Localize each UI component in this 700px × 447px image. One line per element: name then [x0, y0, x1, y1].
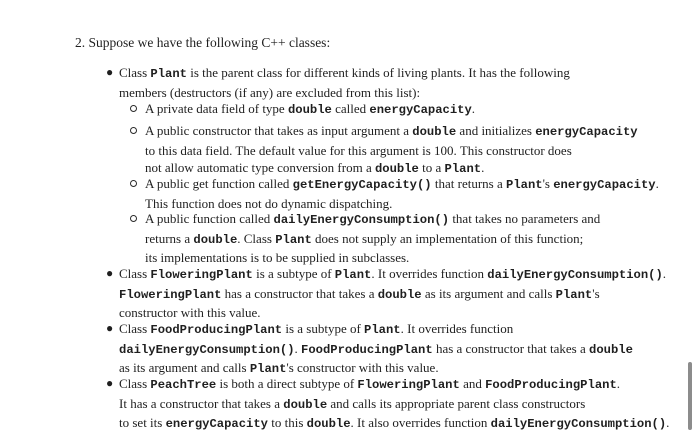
text-run: members (destructors (if any) are excluded from this list): — [119, 84, 421, 100]
text-line — [119, 84, 570, 102]
text-run: does not supply an implementation of this function; — [311, 230, 584, 246]
text-run: . — [471, 101, 476, 116]
text-line — [119, 340, 633, 360]
code-term: dailyEnergyConsumption() — [487, 268, 663, 282]
text-run: is a subtype of — [282, 321, 365, 336]
text-line — [119, 375, 669, 395]
code-term: energyCapacity — [553, 178, 656, 192]
code-term: Plant — [555, 287, 593, 302]
text-run: This function does not do dynamic dispatching. — [145, 195, 393, 211]
text-run: that returns a — [431, 176, 506, 191]
text-run: Class — [119, 376, 151, 391]
code-term: double — [374, 162, 419, 177]
text-run: . — [481, 160, 485, 176]
code-term: double — [377, 287, 422, 302]
code-term: FloweringPlant — [357, 378, 460, 392]
code-term: Plant — [334, 268, 372, 282]
sub-bullet-marker — [130, 215, 137, 222]
text-run: Class — [119, 321, 151, 336]
bullet-flowering-plant — [119, 265, 666, 322]
code-term: double — [306, 417, 351, 432]
text-run: to set its — [119, 415, 166, 431]
text-run: and calls its appropriate parent class constructors — [327, 395, 586, 411]
text-run: that takes no parameters and — [449, 211, 601, 226]
bullet-food-producing-plant — [119, 320, 633, 379]
text-run: A public constructor that takes as input argument a — [145, 123, 413, 138]
text-run: 's constructor with this value. — [286, 360, 439, 376]
text-line — [119, 395, 669, 415]
code-term: energyCapacity — [369, 103, 472, 117]
text-run: A public get function called — [145, 176, 293, 191]
code-term: Plant — [364, 323, 401, 337]
scrollbar-thumb[interactable] — [688, 362, 692, 430]
question-number: 2. — [75, 35, 86, 50]
code-term: energyCapacity — [165, 417, 268, 432]
bullet-marker: ● — [106, 321, 114, 335]
code-term: Plant — [249, 362, 287, 377]
text-run: A private data field of type — [145, 101, 288, 116]
text-run: as its argument and calls — [119, 360, 250, 376]
sub-item-constructor — [145, 122, 638, 179]
code-term: double — [283, 397, 328, 412]
sub-item-daily-energy — [145, 210, 600, 267]
text-run: Class — [119, 65, 151, 80]
text-run: 's — [542, 176, 554, 191]
text-line — [119, 285, 666, 305]
bullet-peach-tree — [119, 375, 669, 434]
text-run: is both a direct subtype of — [216, 376, 358, 391]
code-term: dailyEnergyConsumption() — [490, 417, 667, 432]
text-run: It has a constructor that takes a — [119, 395, 284, 411]
text-run: to this data field. The default value for this argument is 100. This constructor does — [145, 142, 572, 158]
code-term: double — [412, 125, 457, 139]
text-run: to a — [418, 160, 445, 176]
text-run: returns a — [145, 230, 194, 246]
text-run: is the parent class for different kinds of living plants. It has the following — [187, 65, 570, 80]
sub-item-energy-field — [145, 100, 475, 120]
code-term: energyCapacity — [535, 125, 638, 139]
code-term: FoodProducingPlant — [301, 342, 433, 357]
bullet-marker: ● — [106, 65, 114, 79]
text-run: 's — [592, 285, 600, 301]
code-term: PeachTree — [150, 378, 217, 392]
code-term: Plant — [275, 232, 312, 247]
code-term: double — [589, 342, 633, 357]
text-run: . — [666, 415, 670, 431]
sub-bullet-marker — [130, 127, 137, 134]
text-run: as its argument and calls — [421, 285, 556, 301]
text-line — [145, 210, 600, 230]
text-run: called — [331, 101, 370, 116]
text-line — [119, 64, 570, 84]
bullet-plant — [119, 64, 570, 101]
sub-bullet-marker — [130, 180, 137, 187]
code-term: FloweringPlant — [119, 287, 222, 302]
text-line — [119, 265, 666, 285]
text-run: . — [294, 340, 302, 356]
code-term: double — [193, 232, 238, 247]
text-run: A public function called — [145, 211, 274, 226]
text-line — [145, 175, 659, 195]
code-term: FoodProducingPlant — [150, 323, 283, 337]
code-term: getEnergyCapacity() — [292, 178, 432, 192]
text-run: . It overrides function — [400, 321, 514, 336]
code-term: FoodProducingPlant — [485, 378, 617, 392]
text-run: not allow automatic type conversion from a — [145, 160, 375, 176]
text-run: is a subtype of — [252, 266, 335, 281]
text-run: its implementations is to be supplied in subclasses. — [145, 250, 410, 266]
text-run: and — [459, 376, 486, 391]
question-intro: Suppose we have the following C++ classes: — [88, 35, 331, 50]
sub-item-getter — [145, 175, 659, 212]
text-run: to this — [268, 415, 307, 431]
text-line — [145, 230, 600, 250]
question-heading — [75, 35, 330, 51]
text-run: constructor with this value. — [119, 305, 261, 321]
bullet-marker: ● — [106, 266, 114, 280]
bullet-marker: ● — [106, 376, 114, 390]
text-line — [119, 414, 669, 434]
code-term: dailyEnergyConsumption() — [119, 342, 295, 357]
text-run: . Class — [237, 230, 276, 246]
sub-bullet-marker — [130, 105, 137, 112]
text-run: . — [655, 176, 659, 191]
code-term: Plant — [444, 162, 482, 177]
code-term: double — [287, 103, 332, 117]
code-term: Plant — [150, 67, 187, 81]
text-run: . — [662, 266, 667, 281]
text-run: has a constructor that takes a — [221, 285, 378, 301]
text-line — [145, 122, 638, 142]
text-line — [145, 100, 475, 120]
text-run: has a constructor that takes a — [432, 340, 589, 356]
code-term: FloweringPlant — [150, 268, 253, 282]
code-term: dailyEnergyConsumption() — [273, 213, 450, 227]
text-run: . — [616, 376, 621, 391]
text-line — [119, 320, 633, 340]
text-line — [145, 142, 638, 160]
text-run: . It also overrides function — [350, 415, 491, 431]
text-run: . It overrides function — [371, 266, 488, 281]
text-run: Class — [119, 266, 151, 281]
code-term: Plant — [506, 178, 543, 192]
text-run: and initializes — [456, 123, 536, 138]
